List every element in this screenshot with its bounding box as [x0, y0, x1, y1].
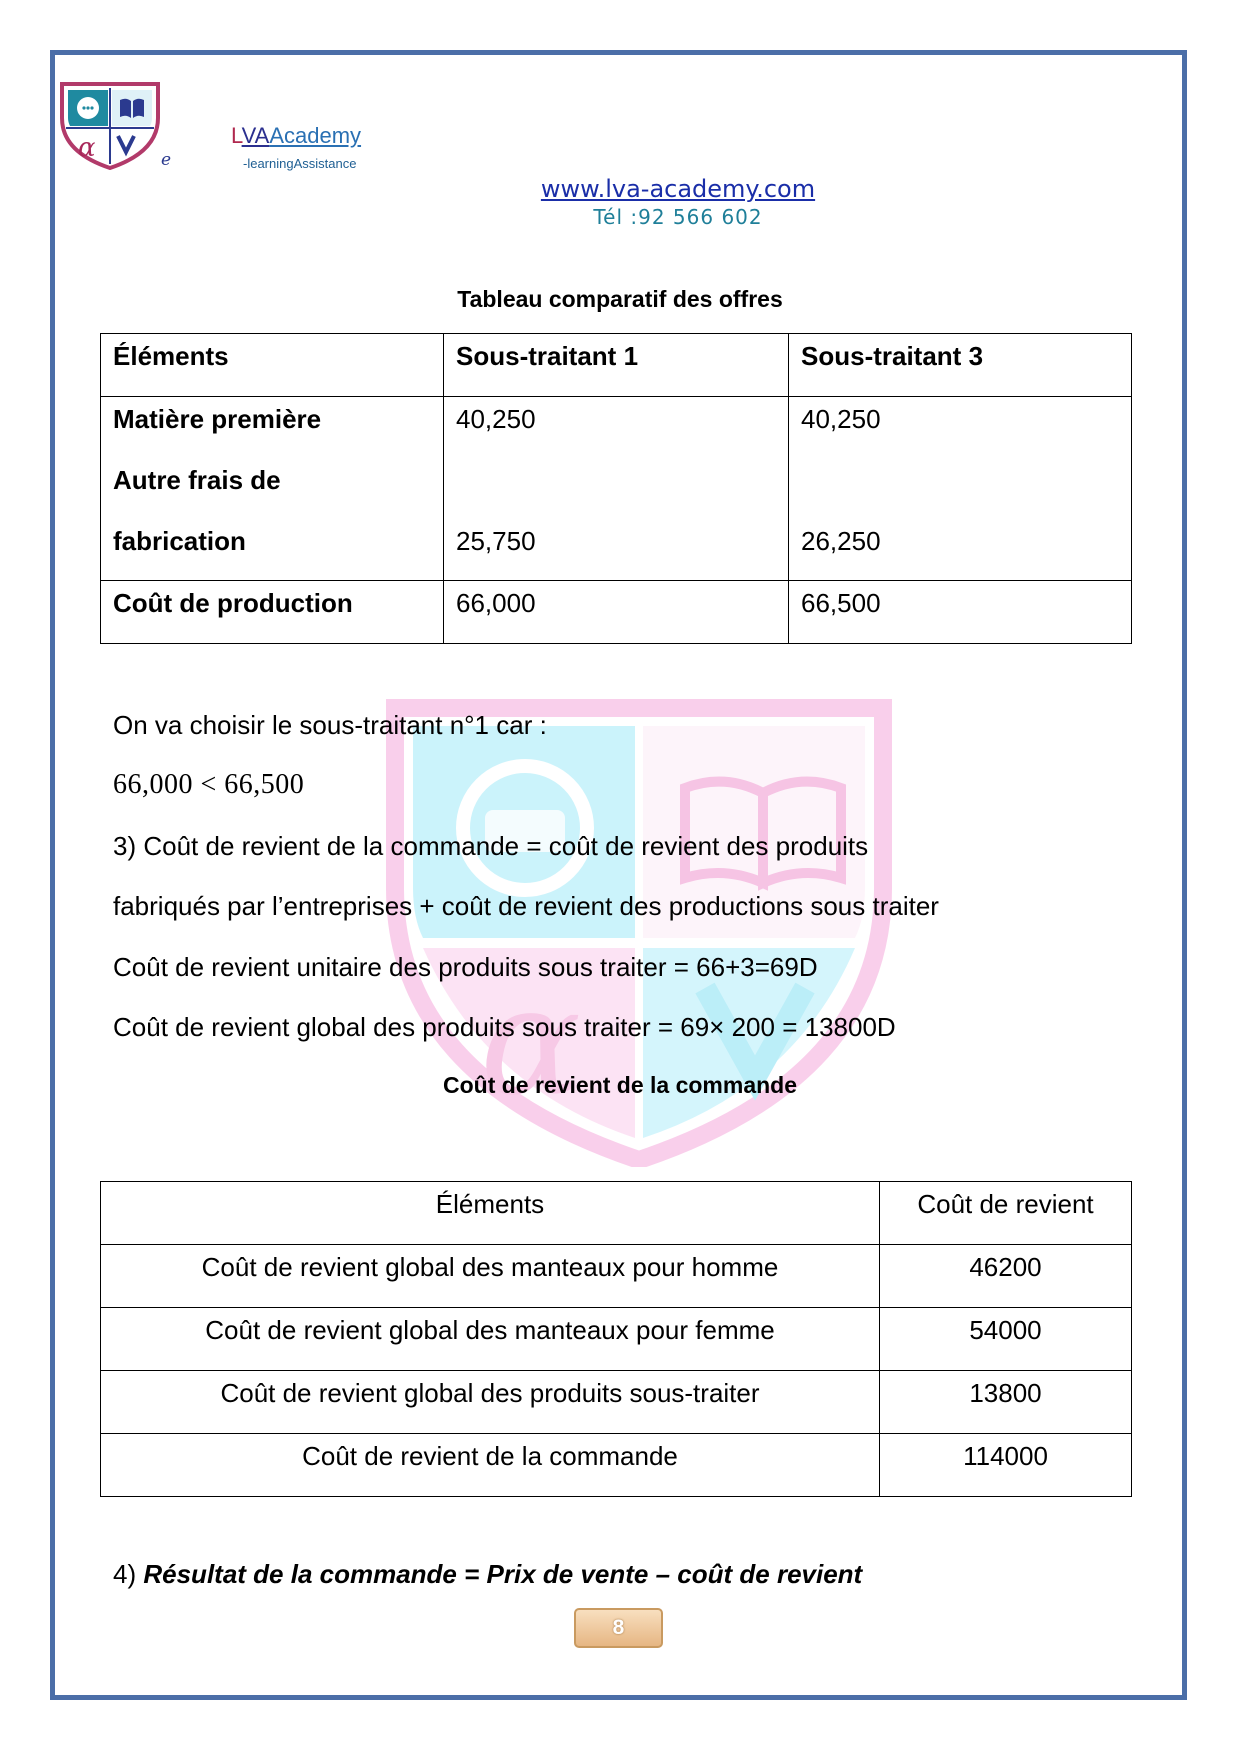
page-number: 8 — [574, 1608, 663, 1648]
label-cell — [101, 397, 444, 581]
table-row — [101, 1434, 1132, 1497]
row-value: 25,750 — [456, 526, 536, 556]
brand-l: L — [231, 123, 242, 148]
brand-academy: Academy — [269, 123, 362, 148]
table-row — [101, 1308, 1132, 1371]
row-value: 40,250 — [801, 404, 881, 434]
element-cell: Coût de revient global des manteaux pour homme — [101, 1245, 880, 1308]
total-value: 66,500 — [789, 581, 1132, 644]
header-cell: Sous-traitant 1 — [444, 334, 789, 397]
analysis-line: fabriqués par l’entreprises + coût de revient des productions sous traiter — [113, 891, 939, 922]
result-formula: Résultat de la commande = Prix de vente – coût de revient — [143, 1559, 863, 1589]
table-header-row — [101, 334, 1132, 397]
math-comparison: 66,000 < 66,500 — [113, 769, 305, 801]
element-cell: Coût de revient global des manteaux pour femme — [101, 1308, 880, 1371]
cost-cell: 13800 — [880, 1371, 1132, 1434]
total-label: Coût de production — [101, 581, 444, 644]
table1-title: Tableau comparatif des offres — [457, 286, 783, 312]
header-cell: Coût de revient — [880, 1182, 1132, 1245]
cost-cell: 54000 — [880, 1308, 1132, 1371]
analysis-text — [113, 695, 939, 1057]
cost-table — [100, 1181, 1132, 1497]
row-label: Matière première — [113, 404, 322, 434]
value-cell — [789, 397, 1132, 581]
row-value: 40,250 — [456, 404, 536, 434]
row-label-line: Autre frais de — [113, 465, 281, 495]
cost-cell: 46200 — [880, 1245, 1132, 1308]
analysis-line: On va choisir le sous-traitant n°1 car : — [113, 710, 547, 740]
lva-academy-logo — [58, 80, 162, 170]
comparison-table — [100, 333, 1132, 644]
table2-title: Coût de revient de la commande — [442, 1072, 798, 1098]
svg-text:α: α — [78, 133, 96, 163]
phone-number: Tél :92 566 602 — [593, 205, 763, 229]
element-cell: Coût de revient de la commande — [101, 1434, 880, 1497]
header-cell: Éléments — [101, 334, 444, 397]
website-link[interactable]: www.lva-academy.com — [540, 175, 816, 203]
analysis-line: Coût de revient global des produits sous traiter = 69× 200 = 13800D — [113, 1012, 896, 1043]
header-cell: Sous-traitant 3 — [789, 334, 1132, 397]
result-line — [113, 1544, 862, 1604]
result-number: 4) — [113, 1559, 137, 1589]
row-value: 26,250 — [801, 526, 881, 556]
analysis-line: Coût de revient unitaire des produits sous traiter = 66+3=69D — [113, 951, 818, 982]
total-value: 66,000 — [444, 581, 789, 644]
brand-name — [231, 122, 361, 150]
table-row — [101, 1245, 1132, 1308]
logo-letter: e — [161, 150, 172, 170]
table-row — [101, 1371, 1132, 1434]
element-cell: Coût de revient global des produits sous-traiter — [101, 1371, 880, 1434]
brand-tagline: -learningAssistance — [243, 156, 357, 171]
table-total-row — [101, 581, 1132, 644]
cost-cell: 114000 — [880, 1434, 1132, 1497]
table-row — [101, 397, 1132, 581]
analysis-line: 3) Coût de revient de la commande = coût de revient des produits — [113, 830, 869, 861]
value-cell — [444, 397, 789, 581]
svg-text:α: α — [480, 955, 582, 1129]
row-label-line: fabrication — [113, 526, 246, 556]
table-header-row — [101, 1182, 1132, 1245]
brand-va: VA — [241, 123, 270, 148]
header-cell: Éléments — [101, 1182, 880, 1245]
